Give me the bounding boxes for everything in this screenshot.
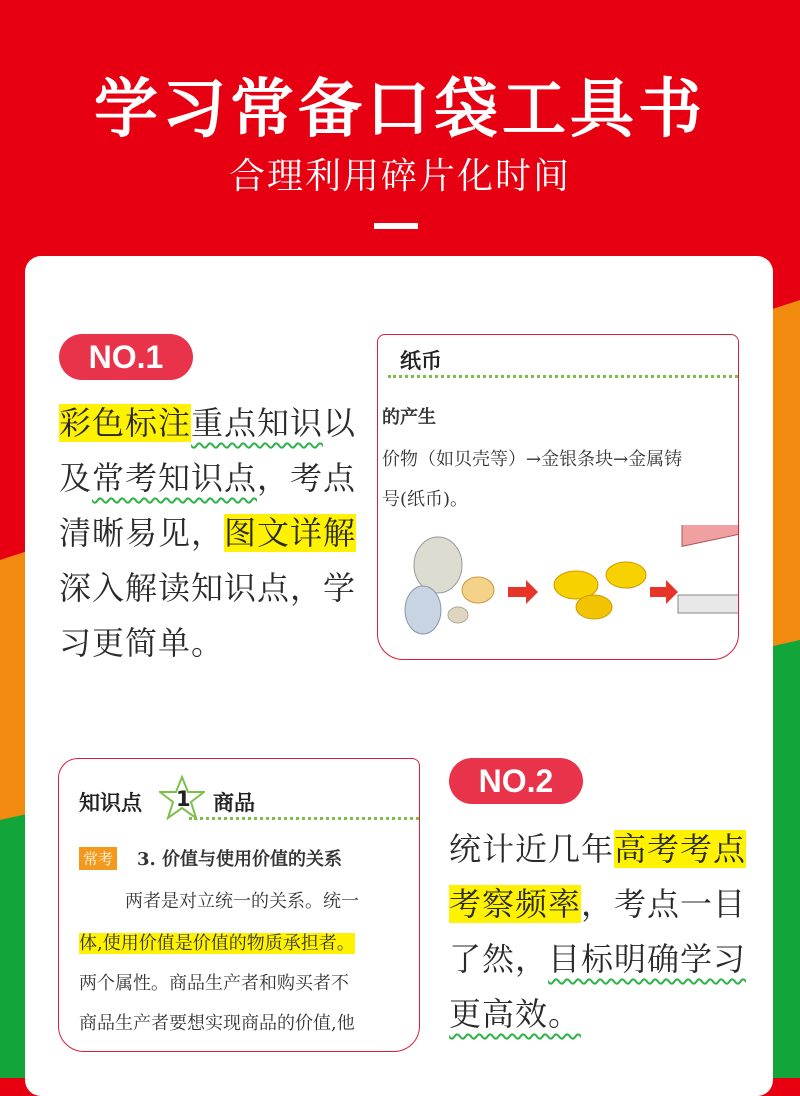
panel-heading: 3. 价值与使用价值的关系 [137, 849, 343, 870]
panel-line-highlight [79, 929, 355, 955]
panel-line: 两个属性。商品生产者和购买者不 [79, 973, 349, 994]
text-span: 统计近几年 [449, 830, 615, 868]
panel-title: 纸币 [400, 349, 442, 373]
highlight-text: 高考考点 [614, 830, 747, 868]
text-span: 以 [323, 404, 357, 442]
underlined-text: 常考知识点 [92, 459, 258, 497]
panel-title-right: 商品 [213, 791, 255, 815]
title-divider [374, 223, 418, 229]
knowledge-point-number: 1 [176, 787, 191, 811]
section1-text [59, 396, 359, 671]
underlined-text: 目标明确学习 [548, 940, 747, 978]
panel-line: 两者是对立统一的关系。统一 [125, 891, 359, 912]
badge-no1: NO.1 [59, 334, 193, 380]
highlight-text: 彩色标注 [59, 404, 192, 442]
text-span: ，考点 [257, 459, 357, 497]
text-span: ，考点一目 [581, 885, 747, 923]
panel-line: 号(纸币)。 [382, 489, 469, 510]
text-span: 清晰易见， [59, 514, 225, 552]
badge-no2: NO.2 [449, 758, 583, 804]
sample-panel-commodity [58, 758, 420, 1052]
content-card [25, 256, 773, 1096]
underlined-text: 重点知识 [191, 404, 324, 442]
text-span: 了然， [449, 940, 549, 978]
dotted-divider [189, 817, 419, 820]
underlined-text: 更高效。 [449, 995, 582, 1033]
panel-heading: 的产生 [382, 407, 436, 428]
highlight-text: 体,使用价值是价值的物质承担者。 [79, 933, 355, 954]
panel-line: 价物（如贝壳等）→金银条块→金属铸 [382, 449, 683, 470]
highlight-text: 图文详解 [224, 514, 357, 552]
currency-evolution-illustration [378, 525, 738, 645]
dotted-divider [388, 375, 738, 378]
text-line: 深入解读知识点，学 [59, 569, 357, 607]
page-title: 学习常备口袋工具书 [94, 73, 706, 147]
sample-panel-money [377, 334, 739, 660]
frequent-tag: 常考 [79, 847, 117, 870]
highlight-text: 考察频率 [449, 885, 582, 923]
text-span: 及 [59, 459, 93, 497]
section2-text [449, 822, 759, 1042]
panel-line: 商品生产者要想实现商品的价值,他 [79, 1013, 355, 1034]
text-line: 习更简单。 [59, 624, 225, 662]
panel-title-left: 知识点 [79, 791, 142, 815]
page-subtitle: 合理利用碎片化时间 [228, 156, 571, 197]
